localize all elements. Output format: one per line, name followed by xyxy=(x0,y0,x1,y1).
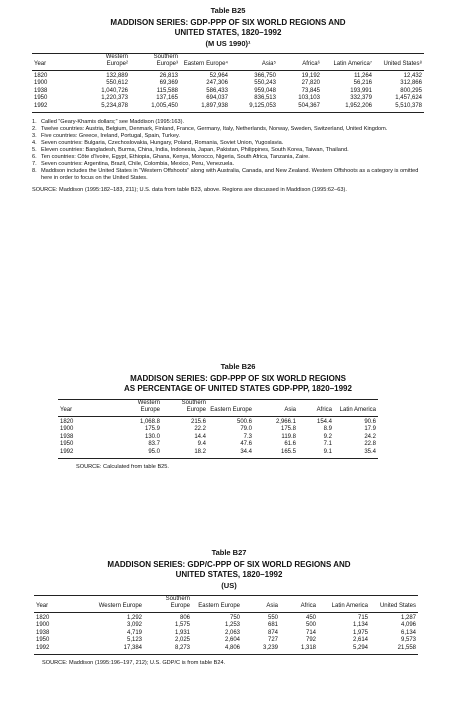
table-number: Table B25 xyxy=(210,6,246,15)
table-cell: 5,123 xyxy=(126,637,142,644)
table-cell: 79.0 xyxy=(240,426,252,433)
table-cell: 19,192 xyxy=(301,73,320,79)
table-cell: 874 xyxy=(267,629,278,636)
table-cell: 26,813 xyxy=(159,73,178,79)
column-header: United States⁸ xyxy=(374,54,424,71)
table-cell: 8,273 xyxy=(174,644,190,651)
footnote xyxy=(32,154,424,161)
table-row xyxy=(58,434,378,441)
table-cell: 550,243 xyxy=(254,80,276,87)
table-cell: 69,369 xyxy=(159,80,178,87)
table-cell: 1938 xyxy=(34,87,48,94)
table-cell: 694,037 xyxy=(206,95,228,102)
footnotes xyxy=(32,119,424,182)
table-cell: 1,975 xyxy=(352,629,368,636)
table-cell: 47.6 xyxy=(240,441,252,448)
footnote-number: 2. xyxy=(32,126,37,133)
table-cell: 2,063 xyxy=(224,629,240,636)
column-header: Southern Europe³ xyxy=(130,54,180,71)
table-cell: 83.7 xyxy=(148,441,160,448)
table-cell: 714 xyxy=(305,629,316,636)
table-cell: 215.6 xyxy=(190,419,206,425)
table-unit: (M US 1990)¹ xyxy=(205,39,251,48)
table-row xyxy=(58,441,378,448)
table-row xyxy=(34,613,418,623)
table-unit: (US) xyxy=(221,581,237,590)
footnote-text: Twelve countries: Austria, Belgium, Denmark, Finland, France, Germany, Italy, Netherlands, Norway, Sweden, Switzerland, United Kingdom. xyxy=(41,126,388,133)
table-cell: 175.9 xyxy=(144,426,160,433)
table-cell: 7.3 xyxy=(243,433,252,440)
table-cell: 18.2 xyxy=(194,448,206,455)
table-cell: 1950 xyxy=(36,637,50,644)
table-cell: 115,588 xyxy=(156,87,178,94)
data-table xyxy=(34,595,418,655)
footnote-number: 8. xyxy=(32,168,37,175)
table-cell: 1900 xyxy=(36,622,50,629)
table-cell: 504,367 xyxy=(298,102,320,109)
column-header: Eastern Europe⁴ xyxy=(180,54,230,71)
table-cell: 6,134 xyxy=(400,629,416,636)
table-cell: 3,239 xyxy=(262,644,278,651)
footnote xyxy=(32,140,424,147)
column-header: Asia xyxy=(242,596,280,613)
table-cell: 1,575 xyxy=(174,622,190,629)
table-title: MADDISON SERIES: GDP-PPP OF SIX WORLD REGIONS AS PERCENTAGE OF UNITED STATES GDP-PPP, 1820–1992 xyxy=(124,374,352,393)
footnote xyxy=(32,168,424,182)
table-cell: 9.2 xyxy=(323,433,332,440)
column-header: Year xyxy=(34,596,96,613)
table-cell: 1938 xyxy=(60,433,74,440)
source-note: SOURCE: Maddison (1995:182–183, 211); U.S. data from table B23, above. Regions are discussed in Maddison (1995:62–63). xyxy=(32,187,347,194)
column-header: Latin America xyxy=(334,400,378,417)
table-cell: 1992 xyxy=(60,448,74,455)
table-cell: 500.6 xyxy=(236,419,252,425)
table-cell: 681 xyxy=(267,622,278,629)
table-cell: 1992 xyxy=(36,644,50,651)
footnote-text: Ten countries: Côte d’Ivoire, Egypt, Ethiopia, Ghana, Kenya, Morocco, Nigeria, South Africa, Tanzania, Zaire. xyxy=(41,154,310,161)
table-cell: 1,068.8 xyxy=(139,419,160,425)
table-cell: 332,379 xyxy=(350,95,372,102)
table-cell: 132,889 xyxy=(106,73,128,79)
table-cell: 14.4 xyxy=(194,433,206,440)
footnote xyxy=(32,133,424,140)
table-cell: 1,457,624 xyxy=(395,95,422,102)
table-cell: 193,991 xyxy=(350,87,372,94)
table-cell: 7.1 xyxy=(323,441,332,448)
column-header: Latin America⁷ xyxy=(322,54,374,71)
table-cell: 1950 xyxy=(34,95,48,102)
table-cell: 5,510,378 xyxy=(395,102,422,109)
table-cell: 9,573 xyxy=(400,637,416,644)
table-number: Table B26 xyxy=(220,362,256,371)
footnote xyxy=(32,161,424,168)
table-cell: 1820 xyxy=(36,615,50,621)
table-cell: 800,295 xyxy=(400,87,422,94)
footnote-text: Seven countries: Bulgaria, Czechoslovakia, Hungary, Poland, Romania, Soviet Union, Yugoslavia. xyxy=(41,140,284,147)
table-cell: 61.6 xyxy=(284,441,296,448)
table-cell: 4,096 xyxy=(400,622,416,629)
table-row xyxy=(32,71,424,81)
table-number: Table B27 xyxy=(211,548,247,557)
table-cell: 836,513 xyxy=(254,95,276,102)
source-note: SOURCE: Calculated from table B25. xyxy=(76,464,169,471)
table-cell: 119.8 xyxy=(281,433,296,440)
column-header: Eastern Europe xyxy=(208,400,254,417)
table-cell: 1820 xyxy=(34,73,48,79)
column-header: Eastern Europe xyxy=(192,596,242,613)
source-note: SOURCE: Maddison (1995:196–197, 212); U.S. GDP/C is from table B24. xyxy=(42,660,226,667)
table-cell: 366,750 xyxy=(254,73,276,79)
table-cell: 2,604 xyxy=(224,637,240,644)
table-cell: 73,845 xyxy=(301,87,320,94)
table-cell: 5,234,878 xyxy=(101,102,128,109)
table-cell: 1,897,938 xyxy=(201,102,228,109)
table-cell: 727 xyxy=(267,637,278,644)
table-cell: 2,025 xyxy=(174,637,190,644)
table-cell: 312,866 xyxy=(400,80,422,87)
table-row xyxy=(32,103,424,113)
table-cell: 11,264 xyxy=(354,73,372,79)
column-header: Western Europe xyxy=(96,596,144,613)
table-cell: 1,318 xyxy=(300,644,316,651)
table-cell: 34.4 xyxy=(240,448,252,455)
table-cell: 1,134 xyxy=(352,622,368,629)
table-cell: 2,614 xyxy=(352,637,368,644)
table-cell: 5,294 xyxy=(352,644,368,651)
table-row xyxy=(32,88,424,95)
table-cell: 1992 xyxy=(34,102,48,109)
data-table xyxy=(32,53,424,113)
table-cell: 1,040,726 xyxy=(101,87,128,94)
table-cell: 500 xyxy=(305,622,316,629)
table-cell: 9.4 xyxy=(197,441,206,448)
table-cell: 17.9 xyxy=(364,426,376,433)
table-cell: 1,292 xyxy=(126,615,142,621)
table-row xyxy=(34,630,418,637)
table-cell: 1820 xyxy=(60,419,74,425)
table-cell: 1900 xyxy=(34,80,48,87)
table-cell: 1,287 xyxy=(400,615,416,621)
table-cell: 806 xyxy=(179,615,190,621)
table-cell: 175.8 xyxy=(280,426,296,433)
table-cell: 21,558 xyxy=(397,644,416,651)
table-cell: 4,806 xyxy=(224,644,240,651)
table-cell: 247,306 xyxy=(206,80,228,87)
table-cell: 90.6 xyxy=(364,419,376,425)
table-cell: 4,719 xyxy=(126,629,142,636)
column-header: Year xyxy=(32,54,82,71)
table-row xyxy=(32,80,424,87)
table-row xyxy=(58,417,378,427)
table-cell: 2,966.1 xyxy=(275,419,296,425)
footnote xyxy=(32,119,424,126)
footnote-text: Eleven countries: Bangladesh, Burma, China, India, Indonesia, Japan, Pakistan, Philippines, South Korea, Taiwan, Thailand. xyxy=(41,147,349,154)
table-cell: 8.9 xyxy=(323,426,332,433)
footnote-number: 5. xyxy=(32,147,37,154)
table-cell: 792 xyxy=(305,637,316,644)
table-row xyxy=(58,449,378,459)
table-cell: 165.5 xyxy=(280,448,296,455)
table-cell: 22.2 xyxy=(194,426,206,433)
table-cell: 1,253 xyxy=(224,622,240,629)
column-header: Africa xyxy=(298,400,334,417)
table-cell: 103,103 xyxy=(298,95,320,102)
footnote xyxy=(32,147,424,154)
table-cell: 1950 xyxy=(60,441,74,448)
table-row xyxy=(34,637,418,644)
table-cell: 550 xyxy=(267,615,278,621)
column-header: Latin America xyxy=(318,596,370,613)
column-header: Africa xyxy=(280,596,318,613)
table-cell: 9,125,053 xyxy=(249,102,276,109)
footnote-text: Maddison includes the United States in “Western Offshoots” along with Australia, Canada, and New Zealand. Western Offshoots as a category is omitted here in order to focus on the United States. xyxy=(41,168,419,182)
table-row xyxy=(58,426,378,433)
table-cell: 24.2 xyxy=(364,433,376,440)
table-row xyxy=(34,622,418,629)
column-header: Asia⁵ xyxy=(230,54,278,71)
footnote-number: 7. xyxy=(32,161,37,168)
table-b27-section xyxy=(34,548,424,667)
table-cell: 52,964 xyxy=(209,73,228,79)
table-cell: 586,433 xyxy=(206,87,228,94)
table-cell: 1,005,450 xyxy=(151,102,178,109)
table-cell: 9.1 xyxy=(323,448,332,455)
table-cell: 130.0 xyxy=(144,433,160,440)
data-table xyxy=(58,399,378,459)
table-row xyxy=(32,95,424,102)
table-b25-section xyxy=(32,6,424,194)
table-cell: 154.4 xyxy=(316,419,332,425)
column-header: United States xyxy=(370,596,418,613)
table-row xyxy=(34,645,418,655)
column-header: Southern Europe xyxy=(144,596,192,613)
table-cell: 56,216 xyxy=(353,80,372,87)
table-cell: 1,220,373 xyxy=(101,95,128,102)
table-cell: 1,952,206 xyxy=(345,102,372,109)
table-cell: 137,165 xyxy=(156,95,178,102)
table-b26-section xyxy=(58,362,418,471)
table-cell: 750 xyxy=(229,615,240,621)
footnote-number: 6. xyxy=(32,154,37,161)
table-cell: 27,820 xyxy=(301,80,320,87)
table-cell: 959,048 xyxy=(254,87,276,94)
column-header: Western Europe xyxy=(116,400,162,417)
footnote xyxy=(32,126,424,133)
table-cell: 17,384 xyxy=(123,644,142,651)
footnote-text: Seven countries: Argentina, Brazil, Chile, Colombia, Mexico, Peru, Venezuela. xyxy=(41,161,235,168)
table-title: MADDISON SERIES: GDP/C-PPP OF SIX WORLD REGIONS AND UNITED STATES, 1820–1992 xyxy=(107,560,351,579)
table-cell: 22.8 xyxy=(364,441,376,448)
table-cell: 450 xyxy=(305,615,316,621)
column-header: Africa⁶ xyxy=(278,54,322,71)
table-cell: 95.0 xyxy=(148,448,160,455)
table-cell: 1900 xyxy=(60,426,74,433)
table-cell: 35.4 xyxy=(364,448,376,455)
table-cell: 1,931 xyxy=(174,629,190,636)
column-header: Southern Europe xyxy=(162,400,208,417)
table-cell: 3,092 xyxy=(126,622,142,629)
table-cell: 1938 xyxy=(36,629,50,636)
footnote-number: 1. xyxy=(32,119,37,126)
table-title: MADDISON SERIES: GDP-PPP OF SIX WORLD REGIONS AND UNITED STATES, 1820–1992 xyxy=(110,18,346,37)
table-cell: 550,612 xyxy=(106,80,128,87)
column-header: Western Europe² xyxy=(82,54,130,71)
column-header: Asia xyxy=(254,400,298,417)
footnote-number: 4. xyxy=(32,140,37,147)
footnote-number: 3. xyxy=(32,133,37,140)
table-cell: 12,432 xyxy=(403,73,422,79)
column-header: Year xyxy=(58,400,116,417)
table-cell: 715 xyxy=(357,615,368,621)
footnote-text: Called “Geary-Khamis dollars;” see Maddison (1995:163). xyxy=(41,119,185,126)
footnote-text: Five countries: Greece, Ireland, Portugal, Spain, Turkey. xyxy=(41,133,180,140)
